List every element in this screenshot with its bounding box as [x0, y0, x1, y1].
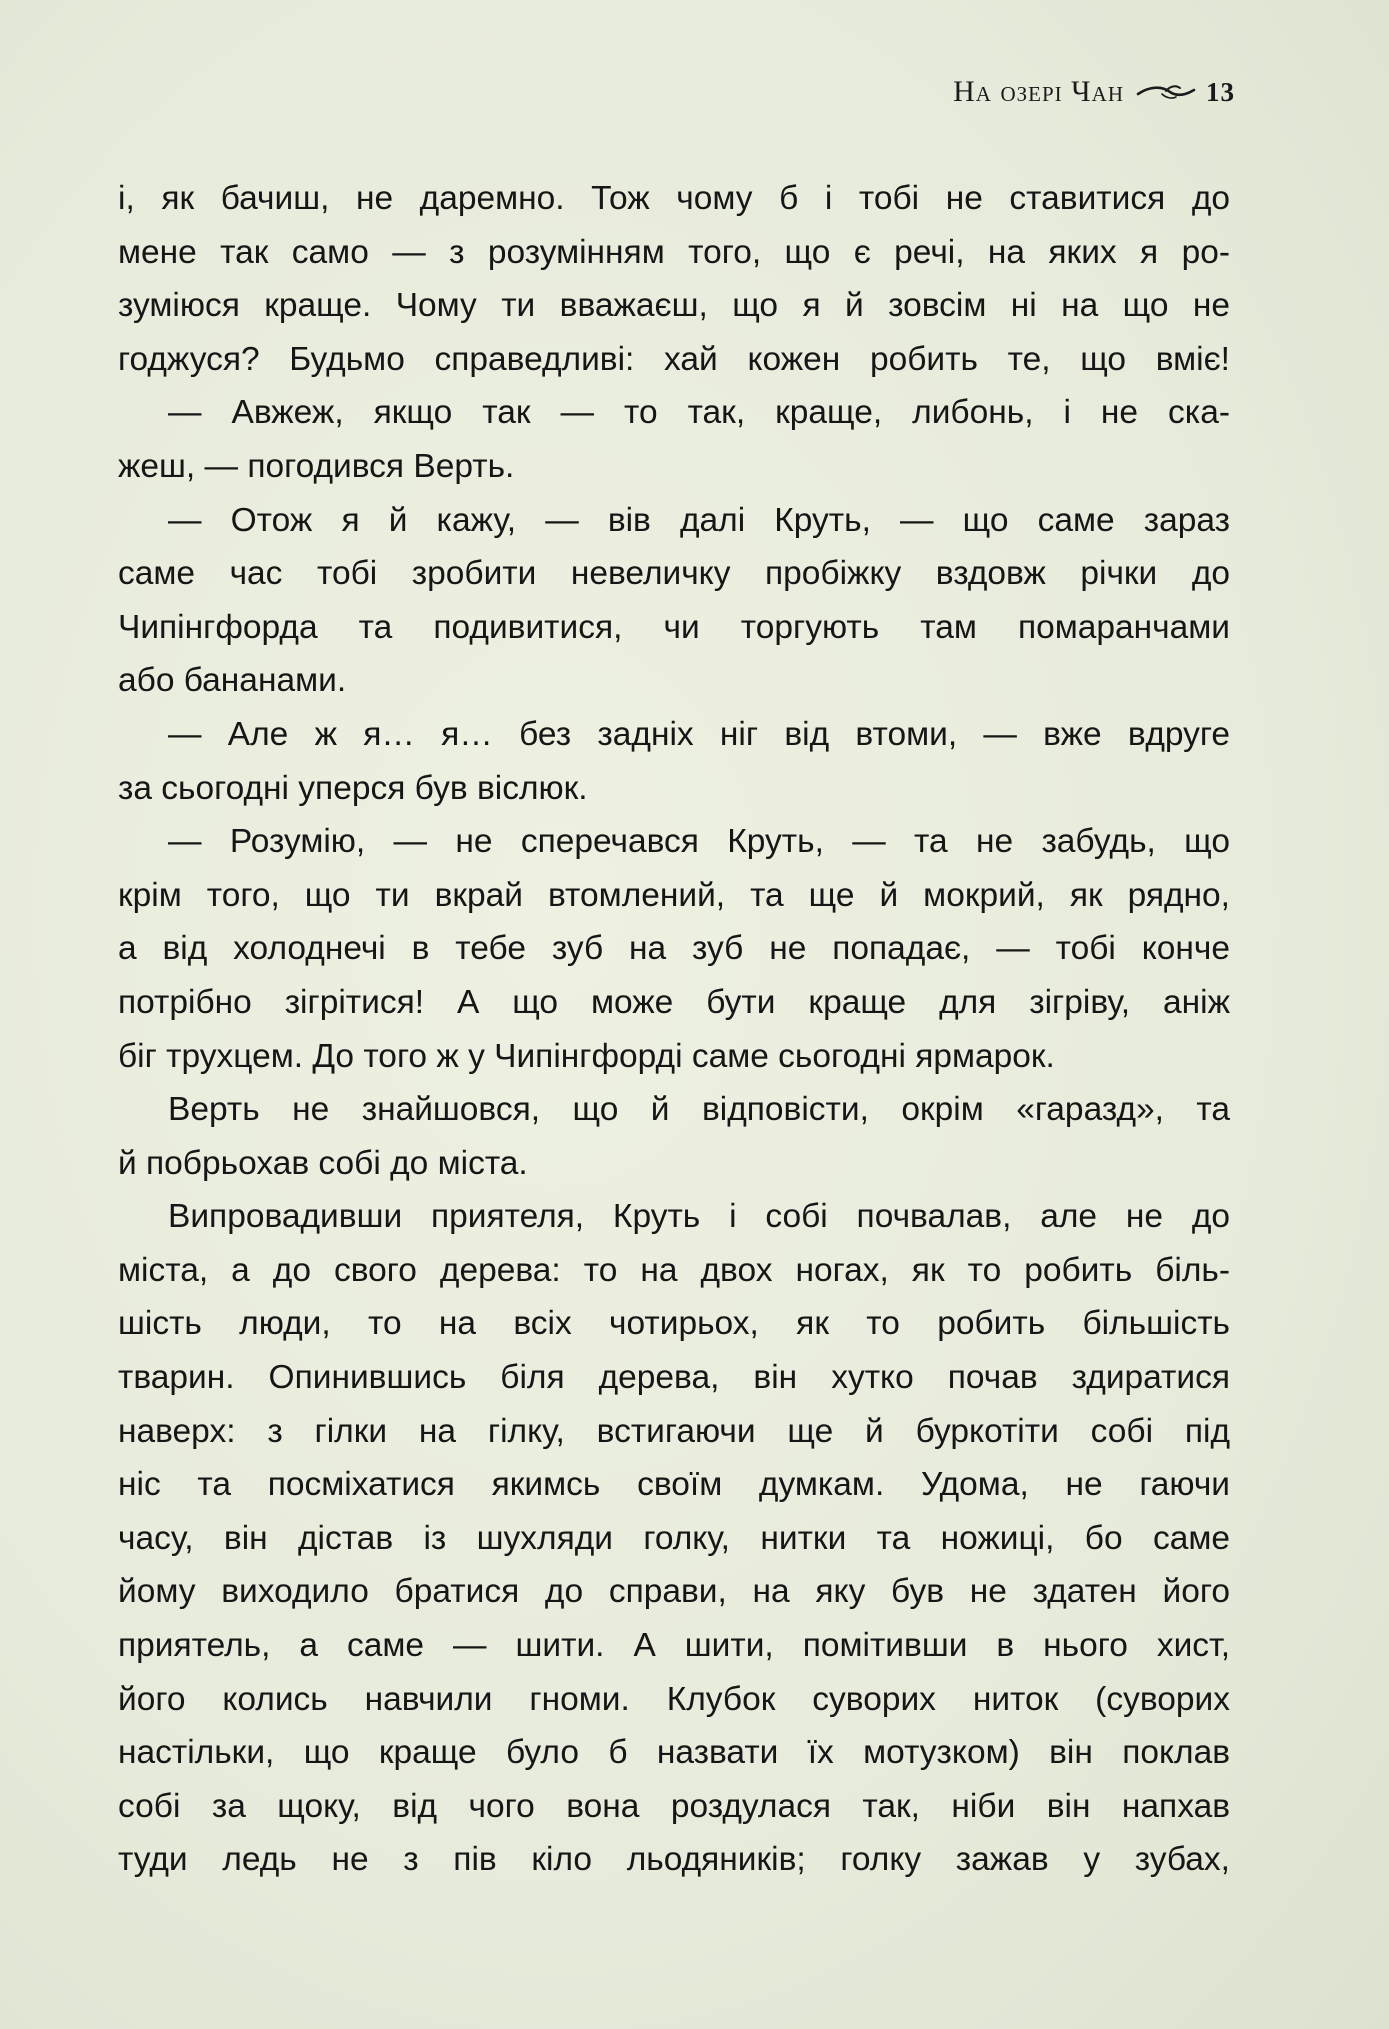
page-number: 13 — [1206, 76, 1235, 107]
text-line: шість люди, то на всіх чотирьох, як то робить більшість — [118, 1305, 1230, 1343]
text-line: а від холоднечі в тебе зуб на зуб не попадає, — тобі конче — [118, 930, 1230, 968]
text-line: Випровадивши приятеля, Круть і собі почвалав, але не до — [168, 1198, 1230, 1236]
text-line: за сьогодні уперся був віслюк. — [118, 769, 588, 807]
text-line: саме час тобі зробити невеличку пробіжку вздовж річки до — [118, 555, 1230, 593]
text-line: його колись навчили гноми. Клубок суворих ниток (суворих — [118, 1680, 1230, 1718]
text-line: — Але ж я… я… без задніх ніг від втоми, — вже вдруге — [168, 715, 1230, 753]
text-line: міста, а до свого дерева: то на двох ногах, як то робить біль- — [118, 1251, 1230, 1289]
text-line: часу, він дістав із шухляди голку, нитки та ножиці, бо саме — [118, 1519, 1230, 1557]
text-line: годжуся? Будьмо справедливі: хай кожен робить те, що вміє! — [118, 340, 1230, 378]
text-line: приятель, а саме — шити. А шити, помітивши в нього хист, — [118, 1627, 1230, 1665]
text-line: жеш, — погодився Верть. — [118, 447, 515, 485]
chapter-title: На озері Чан — [953, 75, 1124, 108]
text-line: туди ледь не з пів кіло льодяників; голку зажав у зубах, — [118, 1841, 1230, 1879]
text-line: — Авжеж, якщо так — то так, краще, либонь, і не ска- — [168, 394, 1230, 432]
text-line: Верть не знайшовся, що й відповісти, окрім «гаразд», та — [168, 1091, 1230, 1129]
text-line: потрібно зігрітися! А що може бути краще для зігріву, аніж — [118, 983, 1230, 1021]
text-line: Чипінгфорда та подивитися, чи торгують там помаранчами — [118, 608, 1230, 646]
text-line: біг трухцем. До того ж у Чипінгфорді саме сьогодні ярмарок. — [118, 1037, 1055, 1075]
body-text — [118, 172, 1230, 1887]
text-line: і, як бачиш, не даремно. Тож чому б і тобі не ставитися до — [118, 180, 1230, 217]
running-header — [860, 72, 1235, 112]
swash-ornament-icon — [1136, 82, 1196, 102]
text-line: мене так само — з розумінням того, що є речі, на яких я ро- — [118, 233, 1230, 271]
text-line: зуміюся краще. Чому ти вважаєш, що я й зовсім ні на що не — [118, 287, 1230, 325]
text-line: собі за щоку, від чого вона роздулася так, ніби він напхав — [118, 1787, 1230, 1825]
text-line: настільки, що краще було б назвати їх мотузком) він поклав — [118, 1734, 1230, 1772]
text-line: — Розумію, — не сперечався Круть, — та не забудь, що — [168, 823, 1230, 861]
text-line: й побрьохав собі до міста. — [118, 1144, 528, 1182]
text-line: — Отож я й кажу, — вів далі Круть, — що саме зараз — [168, 501, 1230, 539]
text-line: наверх: з гілки на гілку, встигаючи ще й буркотіти собі під — [118, 1412, 1230, 1450]
text-line: ніс та посміхатися якимсь своїм думкам. Удома, не гаючи — [118, 1466, 1230, 1504]
text-line: тварин. Опинившись біля дерева, він хутко почав здиратися — [118, 1359, 1230, 1397]
text-line: йому виходило братися до справи, на яку був не здатен його — [118, 1573, 1230, 1611]
text-line: або бананами. — [118, 662, 347, 700]
text-line: крім того, що ти вкрай втомлений, та ще й мокрий, як рядно, — [118, 876, 1230, 914]
